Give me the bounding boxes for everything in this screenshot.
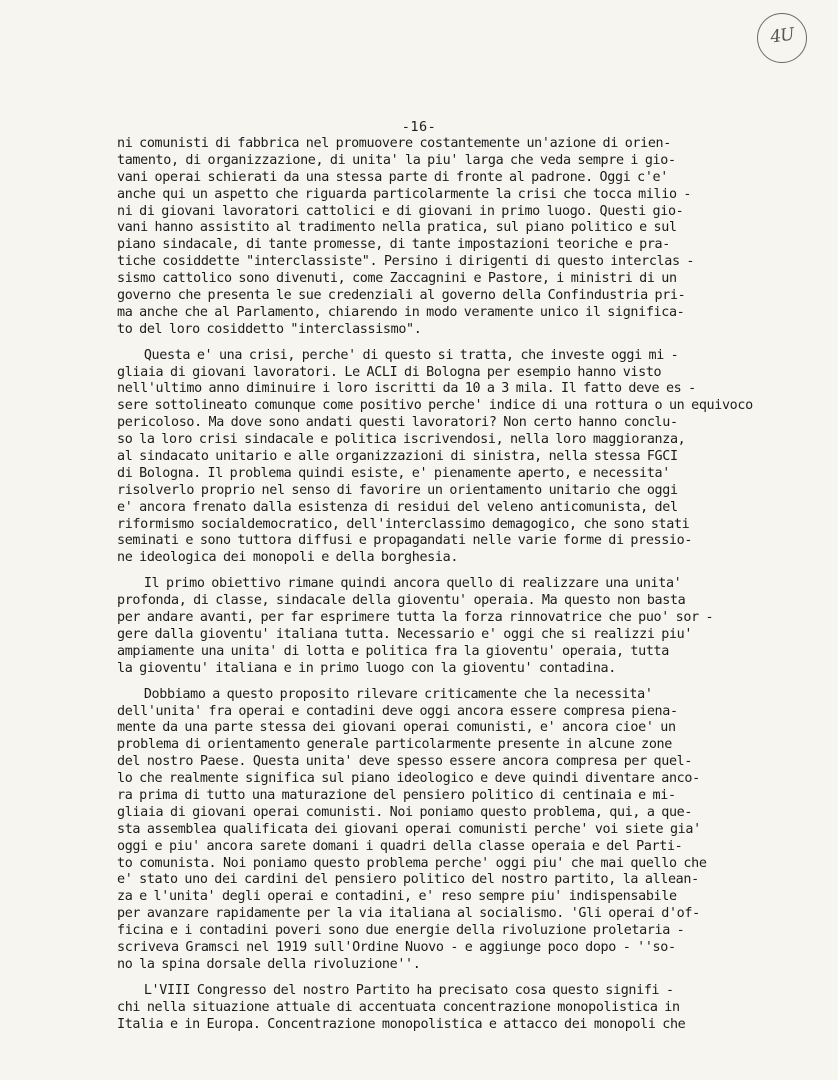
paragraph-gap bbox=[117, 339, 753, 348]
text-line: profonda, di classe, sindacale della gioventu' operaia. Ma questo non basta bbox=[117, 593, 686, 609]
archive-page-stamp bbox=[757, 13, 807, 63]
text-line: sta assemblea qualificata dei giovani operai comunisti perche' voi siete gia' bbox=[117, 821, 701, 837]
paragraph bbox=[117, 983, 753, 1034]
text-line: tamento, di organizzazione, di unita' la piu' larga che veda sempre i gio- bbox=[117, 152, 676, 168]
text-line: anche qui un aspetto che riguarda particolarmente la crisi che tocca milio - bbox=[117, 186, 692, 202]
text-line: ampiamente una unita' di lotta e politica fra la gioventu' operaia, tutta bbox=[117, 643, 669, 659]
text-line: e' ancora frenato dalla esistenza di residui del veleno anticomunista, del bbox=[117, 499, 678, 515]
text-line: sere sottolineato comunque come positivo perche' indice di una rottura o un equivoco bbox=[117, 398, 753, 414]
text-line: ma anche che al Parlamento, chiarendo in modo veramente unico il significa- bbox=[117, 304, 685, 320]
paragraph bbox=[117, 348, 753, 568]
text-line: no la spina dorsale della rivoluzione''. bbox=[117, 956, 421, 972]
text-line: sismo cattolico sono divenuti, come Zaccagnini e Pastore, i ministri di un bbox=[117, 271, 677, 287]
text-line: za e l'unita' degli operai e contadini, e' reso sempre piu' indispensabile bbox=[117, 889, 677, 905]
page-number: -16- bbox=[401, 119, 437, 135]
text-line: per andare avanti, per far esprimere tutta la forza rinnovatrice che puo' sor - bbox=[117, 610, 714, 626]
text-line: per avanzare rapidamente per la via italiana al socialismo. 'Gli operai d'of- bbox=[117, 906, 700, 922]
document-body bbox=[117, 136, 753, 1033]
text-line: vani hanno assistito al tradimento nella pratica, sul piano politico e sul bbox=[117, 220, 677, 236]
text-line: gliaia di giovani operai comunisti. Noi poniamo questo problema, qui, a que- bbox=[117, 804, 693, 820]
text-line: chi nella situazione attuale di accentuata concentrazione monopolistica in bbox=[117, 999, 680, 1015]
text-line: to comunista. Noi poniamo questo problema perche' oggi piu' che mai quello che bbox=[117, 855, 707, 871]
text-line: tiche cosiddette "interclassiste". Persino i dirigenti di questo interclas - bbox=[117, 254, 695, 270]
text-line: ficina e i contadini poveri sono due energie della rivoluzione proletaria - bbox=[117, 923, 685, 939]
text-line: e' stato uno dei cardini del pensiero politico del nostro partito, la allean- bbox=[117, 872, 699, 888]
paragraph bbox=[117, 687, 753, 974]
text-line: scriveva Gramsci nel 1919 sull'Ordine Nuovo - e aggiunge poco dopo - ''so- bbox=[117, 939, 676, 955]
paragraph-gap bbox=[117, 678, 753, 687]
text-line: nell'ultimo anno diminuire i loro iscritti da 10 a 3 mila. Il fatto deve es - bbox=[117, 381, 696, 397]
text-line: seminati e sono tuttora diffusi e propagandati nelle varie forme di pressio- bbox=[117, 533, 693, 549]
text-line: la gioventu' italiana e in primo luogo con la gioventu' contadina. bbox=[117, 660, 616, 676]
text-line: oggi e piu' ancora sarete domani i quadri della classe operaia e del Parti- bbox=[117, 838, 683, 854]
text-line: Questa e' una crisi, perche' di questo si tratta, che investe oggi mi - bbox=[117, 347, 679, 363]
text-line: risolverlo proprio nel senso di favorire un orientamento unitario che oggi bbox=[117, 482, 678, 498]
text-line: di Bologna. Il problema quindi esiste, e' pienamente aperto, e necessita' bbox=[117, 465, 670, 481]
text-line: ni comunisti di fabbrica nel promuovere costantemente un'azione di orien- bbox=[117, 136, 671, 151]
text-line: dell'unita' fra operai e contadini deve oggi ancora essere compresa piena- bbox=[117, 703, 678, 719]
text-line: gliaia di giovani lavoratori. Le ACLI di Bologna per esempio hanno visto bbox=[117, 364, 662, 380]
text-line: governo che presenta le sue credenziali al governo della Confindustria pri- bbox=[117, 288, 686, 304]
paragraph-gap bbox=[117, 974, 753, 983]
paragraph-gap bbox=[117, 567, 753, 576]
text-line: piano sindacale, di tante promesse, di tante impostazioni teoriche e pra- bbox=[117, 237, 670, 253]
text-line: pericoloso. Ma dove sono andati questi lavoratori? Non certo hanno conclu- bbox=[117, 415, 678, 431]
text-line: ne ideologica dei monopoli e della borghesia. bbox=[117, 550, 459, 566]
text-line: ni di giovani lavoratori cattolici e di giovani in primo luogo. Questi gio- bbox=[117, 203, 684, 219]
text-line: del nostro Paese. Questa unita' deve spesso essere ancora compresa per quel- bbox=[117, 754, 693, 770]
text-line: L'VIII Congresso del nostro Partito ha precisato cosa questo signifi - bbox=[117, 982, 674, 998]
paragraph bbox=[117, 136, 753, 339]
text-line: Dobbiamo a questo proposito rilevare criticamente che la necessita' bbox=[117, 686, 653, 702]
text-line: ra prima di tutto una maturazione del pensiero politico di centinaia e mi- bbox=[117, 787, 676, 803]
text-line: al sindacato unitario e alle organizzazioni di sinistra, nella stessa FGCI bbox=[117, 449, 678, 465]
text-line: gere dalla gioventu' italiana tutta. Necessario e' oggi che si realizzi piu' bbox=[117, 626, 693, 642]
text-line: problema di orientamento generale particolarmente presente in alcune zone bbox=[117, 737, 672, 753]
text-line: riformismo socialdemocratico, dell'interclassimo demagogico, che sono stati bbox=[117, 516, 690, 532]
text-line: to del loro cosiddetto "interclassismo". bbox=[117, 321, 422, 337]
text-line: so la loro crisi sindacale e politica iscrivendosi, nella loro maggioranza, bbox=[117, 432, 686, 448]
text-line: Il primo obiettivo rimane quindi ancora quello di realizzare una unita' bbox=[117, 576, 682, 592]
text-line: Italia e in Europa. Concentrazione monopolistica e attacco dei monopoli che bbox=[117, 1016, 686, 1032]
text-line: mente da una parte stessa dei giovani operai comunisti, e' ancora cioe' un bbox=[117, 720, 676, 736]
paragraph bbox=[117, 576, 753, 677]
stamp-number: 4U bbox=[769, 24, 795, 48]
text-line: lo che realmente significa sul piano ideologico e deve quindi diventare anco- bbox=[117, 771, 700, 787]
text-line: vani operai schierati da una stessa parte di fronte al padrone. Oggi c'e' bbox=[117, 169, 668, 185]
